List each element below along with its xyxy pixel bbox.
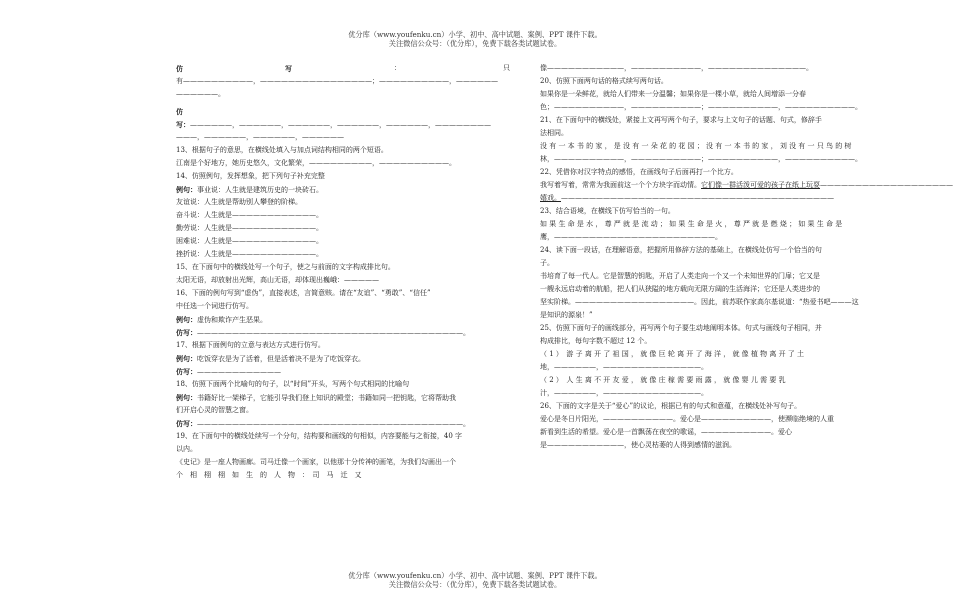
question-25: 25、仿照下面句子的画线部分，再写两个句子要生动地阐明本体。句式与画线句子相同，并 — [540, 324, 822, 332]
question-16: 16、下面的例句写到“虚伪”，直接表述，言简意赅。请在“友谊”、“勇敢”、“信任” — [176, 289, 431, 297]
question-26-text: 是———————————，使心灵枯萎的人得到感情的滋润。 — [540, 441, 736, 449]
word-xie: 写 — [285, 64, 292, 73]
question-21: 21、在下面句中的横线处，紧接上文再写两个句子，要求与上文句子的话题、句式，修辞手 — [540, 116, 822, 124]
question-24: 24、读下面一段话，在理解语意，把握所用修辞方法的基础上，在横线处仿写一个恰当的句 — [540, 246, 822, 254]
question-18: 18、仿照下面两个比喻句的句子，以“时间”开头，写两个句式相同的比喻句 — [176, 380, 410, 388]
question-16-example: 例句：虚伪和欺诈产生恶果。 — [176, 315, 267, 324]
blank-line: 有——————————，————————————————；——————————，—————— — [176, 77, 498, 85]
question-22-text: 我写着写着，常常为我面前这一个个方块字而动情。它们像一群活泼可爱的孩子在纸上玩耍——————————————————— — [540, 181, 953, 189]
blank-line: 像———————————，——————————，——————————————。 — [540, 64, 813, 72]
header-line-1: 优分库（www.youfenku.cn）小学、初中、高中试题、案例、PPT 课件下载。 — [348, 30, 602, 39]
question-16-answer: 仿写：——————————————————————————————————————。 — [176, 328, 470, 337]
word-zhi: 只 — [503, 64, 510, 72]
question-19-text: 《史记》是一座人物画廊。司马迁像一个画家，以他那十分传神的画笔，为我们勾画出一个 — [176, 458, 456, 466]
question-18-example: 例句：书籍好比一架梯子，它能引导我们登上知识的殿堂；书籍如同一把钥匙，它将帮助我 — [176, 393, 456, 402]
page-header — [0, 30, 950, 48]
imitation-blank-line: 写：——————，——————，——————，——————，——————，———————— — [176, 120, 491, 129]
question-22-text-cont: 嬉戏。——————————————————————————————————————— — [540, 194, 834, 202]
footer-line-1: 优分库（www.youfenku.cn）小学、初中、高中试题、案例、PPT 课件下载。 — [348, 571, 602, 580]
question-14-line: 困难说：人生就是————————————。 — [176, 237, 323, 245]
question-14-line: 挫折说：人生就是————————————。 — [176, 250, 323, 258]
imitation-line-1 — [176, 62, 510, 75]
question-21-text: 没 有 一 本 书 的 家 ， 是 没 有 一 朵 花 的 花 园 ； 没 有 一 本 书 的 家 ， 刘 没 有 一 只 鸟 的 树 — [540, 142, 852, 150]
question-23-text: 如 果 生 命 是 水 ， 尊 严 就 是 流 动 ； 如 果 生 命 是 火 ， 尊 严 就 是 燃 烧 ； 如 果 生 命 是 — [540, 220, 843, 228]
question-26-text: 新看到生活的希望。爱心是一首飘荡在夜空的歌谣，——————————。爱心 — [540, 428, 792, 436]
question-25-item-2-blanks: 汁，——————，——————————————。 — [540, 389, 708, 397]
question-21-cont: 法相同。 — [540, 129, 568, 137]
question-18-answer: 仿写：——————————————————————————————————————。 — [176, 419, 470, 428]
question-23: 23、结合语境，在横线下仿写恰当的一句。 — [540, 207, 675, 215]
left-column — [176, 62, 510, 482]
underlined-sentence: 它们像一群活泼可爱的孩子在纸上玩耍 — [701, 181, 820, 189]
question-14-line: 友谊说：人生就是帮助别人攀登的阶梯。 — [176, 198, 302, 206]
header-line-2: 关注微信公众号：（优分库），免费下载各类试题试卷。 — [388, 39, 562, 48]
question-26: 26、下面的文字是关于“爱心”的议论，根据已有的句式和意蕴，在横线处补写句子。 — [540, 402, 802, 410]
page-footer — [0, 571, 950, 589]
question-14-line: 奋斗说：人生就是————————————。 — [176, 211, 323, 219]
question-16-cont: 中任选一个词进行仿写。 — [176, 302, 253, 310]
question-25-item-1-blanks: 地，——————，——————————————。 — [540, 363, 708, 371]
question-24-text: 是知识的源泉！” — [540, 311, 593, 319]
footer-line-2: 关注微信公众号：（优分库），免费下载各类试题试卷。 — [388, 580, 562, 589]
question-14-example: 例句：事业说：人生就是建筑历史的一块砖石。 — [176, 185, 323, 194]
question-24-text: 坚实阶梯。—————————————————。因此，前苏联作家高尔基说道：“热爱书吧———这 — [540, 298, 859, 306]
question-18-example-cont: 们开启心灵的智慧之窗。 — [176, 406, 253, 414]
question-14-line: 勤劳说：人生就是————————————。 — [176, 224, 323, 232]
question-20-blanks: 色；——————————，——————————；——————————，——————————。 — [540, 103, 862, 111]
question-15-text: 太阳无语，却放射出光辉，高山无语，却体现出巍峨：————— — [176, 276, 379, 284]
question-25-cont: 构成排比，每句字数不超过 12 个。 — [540, 337, 652, 345]
blank-line: ——————。 — [176, 90, 225, 98]
question-26-text: 爱心是冬日片阳光，——————————。爱心是——————————，使濒临绝境的人重 — [540, 415, 834, 423]
imitation-label: 仿 — [176, 107, 183, 116]
colon: ： — [394, 64, 401, 72]
question-24-text: 书培育了每一代人。它是智慧的钥匙，开启了人类走向一个又一个未知世界的门扉；它又是 — [540, 272, 820, 280]
question-19-text-spread: 个 相 栩 栩 如 生 的 人 物 ： 司 马 迁 又 — [176, 471, 362, 479]
question-20-text: 如果你是一朵鲜花，就给人们带来一分温馨；如果你是一棵小草，就给人间增添一分春 — [540, 90, 806, 98]
right-column — [540, 62, 953, 452]
question-19: 19、在下面句中的横线处续写一个分句，结构要和画线的句相似，内容要能与之衔接，40 字 — [176, 432, 463, 440]
question-25-item-2: （ 2 ） 人 生 离 不 开 友 爱 ， 就 像 庄 稼 需 要 雨 露 ， 就 像 婴 儿 需 要 乳 — [540, 376, 786, 384]
word-fang: 仿 — [176, 64, 183, 73]
blank-line: ———，——————，——————，—————— — [176, 133, 344, 141]
question-22: 22、凭借你对汉字特点的感悟，在画线句子后面再打一个比方。 — [540, 168, 738, 176]
question-14: 14、仿照例句，发挥想象，把下列句子补充完整 — [176, 172, 325, 180]
question-23-blank: 鹰，———————————————————————。 — [540, 233, 722, 241]
question-19-cont: 以内。 — [176, 445, 197, 453]
question-15: 15、在下面句中的横线处写一个句子，使之与前面的文字构成排比句。 — [176, 263, 395, 271]
question-25-item-1: （ 1 ） 游 子 离 开 了 祖 国 ， 就 像 巨 轮 离 开 了 海 洋 ， 就 像 植 物 离 开 了 土 — [540, 350, 805, 358]
question-13: 13、根据句子的意思，在横线处填入与加点词结构相同的两个短语。 — [176, 146, 388, 154]
question-20: 20、仿照下面两句话的格式续写两句话。 — [540, 77, 668, 85]
question-17-answer: 仿写：———————————— — [176, 367, 281, 376]
question-24-text: 一艘永远启动着的航船，把人们从狭隘的地方载向无限方阔的生活海洋；它还是人类进步的 — [540, 285, 820, 293]
question-17: 17、根据下面例句的立意与表达方式进行仿写。 — [176, 341, 325, 349]
question-13-text: 江南是个好地方，她历史悠久，文化繁荣，—————————，——————————。 — [176, 159, 456, 167]
question-17-example: 例句：吃饭穿衣是为了活着，但是活着决不是为了吃饭穿衣。 — [176, 354, 365, 363]
question-21-blanks: 林，——————————，——————————；——————————，——————————。 — [540, 155, 862, 163]
question-24-cont: 子。 — [540, 259, 554, 267]
